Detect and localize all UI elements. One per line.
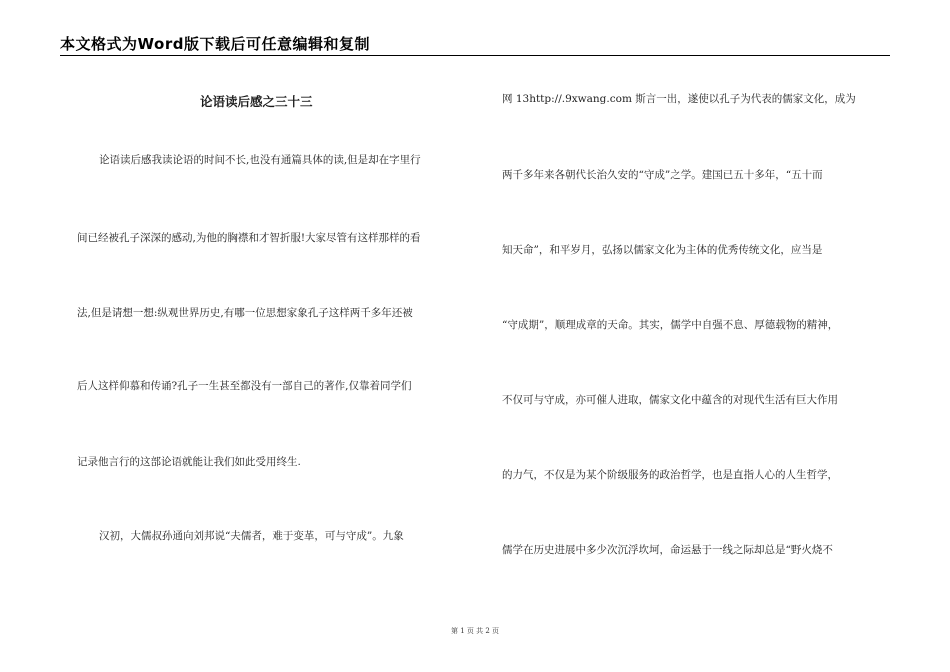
left-line-2: 间已经被孔子深深的感动,为他的胸襟和才智折服!大家尽管有这样那样的看 — [77, 232, 421, 244]
left-line-1: 论语读后感我读论语的时间不长,也没有通篇具体的读,但是却在字里行 — [99, 154, 421, 166]
banner-divider — [60, 55, 890, 56]
document-title: 论语读后感之三十三 — [200, 94, 313, 109]
left-line-6: 汉初，大儒叔孙通向刘邦说“夫儒者，难于变革，可与守成”。九象 — [99, 530, 404, 542]
right-line-7: 儒学在历史进展中多少次沉浮坎坷，命运悬于一线之际却总是“野火烧不 — [502, 544, 833, 556]
download-banner: 本文格式为Word版下载后可任意编辑和复制 — [60, 35, 370, 53]
left-line-4: 后人这样仰慕和传诵?孔子一生甚至都没有一部自己的著作,仅靠着同学们 — [77, 380, 412, 392]
right-line-1: 网 13http://.9xwang.com 斯言一出，遂使以孔子为代表的儒家文化，成为 — [502, 93, 856, 105]
left-line-5: 记录他言行的这部论语就能让我们如此受用终生. — [77, 456, 301, 468]
right-line-3: 知天命”，和平岁月，弘扬以儒家文化为主体的优秀传统文化，应当是 — [502, 244, 823, 256]
left-line-3: 法,但是请想一想:纵观世界历史,有哪一位思想家象孔子这样两千多年还被 — [77, 307, 413, 319]
right-line-6: 的力气，不仅是为某个阶级服务的政治哲学，也是直指人心的人生哲学， — [502, 469, 838, 481]
right-line-2: 两千多年来各朝代长治久安的“守成”之学。建国已五十多年，“五十而 — [502, 169, 823, 181]
right-line-5: 不仅可与守成，亦可催人进取，儒家文化中蕴含的对现代生活有巨大作用 — [502, 394, 838, 406]
page-number-footer: 第 1 页 共 2 页 — [450, 627, 500, 635]
right-line-4: “守成期”，顺理成章的天命。其实，儒学中自强不息、厚德载物的精神， — [502, 319, 839, 331]
